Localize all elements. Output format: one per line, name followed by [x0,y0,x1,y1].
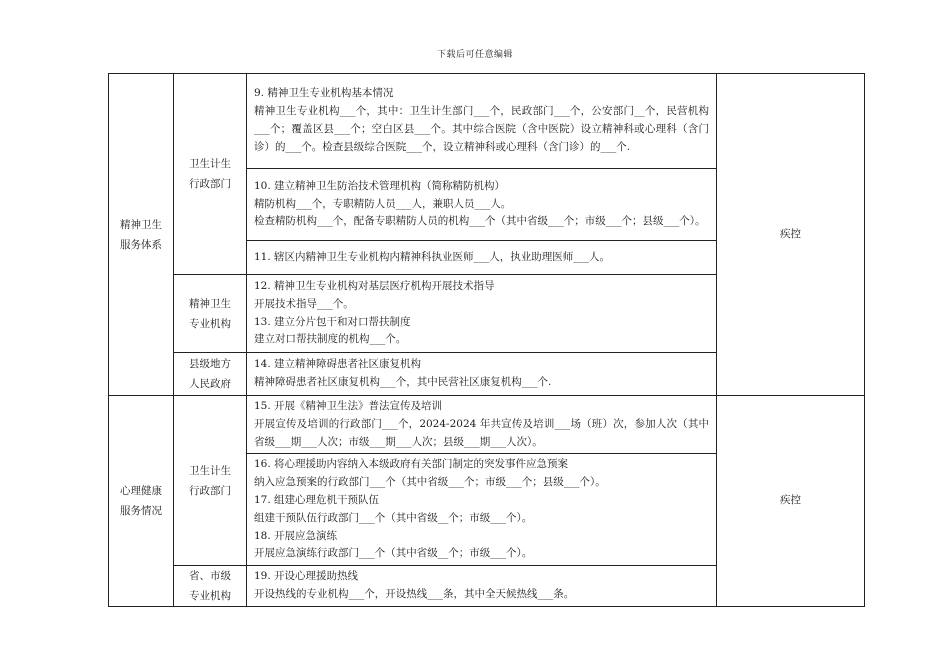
category-line: 精神卫生 [120,218,162,231]
item-title: 9. 精神卫生专业机构基本情况 [254,87,394,100]
responsible-text: 疾控 [780,227,801,240]
item-line: 组建干预队伍行政部门___个（其中省级__个；市级___个）。 [254,511,533,524]
subcategory-line: 行政部门 [189,178,231,190]
category-line: 心理健康 [120,485,162,498]
inspection-form-table [108,73,865,607]
subcategory-line: 省、市级 [189,570,231,583]
table-row [109,74,865,169]
item-cell [247,74,717,169]
subcategory-line: 人民政府 [189,378,231,390]
item-line: 纳入应急预案的行政部门___个（其中省级___个；市级___个；县级___个）。 [254,476,606,489]
category-line: 服务体系 [120,238,162,251]
item-cell [247,275,717,353]
item-cell [247,353,717,396]
responsible-cell [717,74,865,396]
item-cell [247,454,717,566]
subcategory-cell [174,396,247,566]
item-line: 精神障碍患者社区康复机构___个，其中民营社区康复机构___个. [254,376,552,388]
item-title: 10. 建立精神卫生防治技术管理机构（简称精防机构） [254,179,506,192]
item-line: 检查精防机构___个，配备专职精防人员的机构___个（其中省级___个；市级___个；县级___个）。 [254,215,706,228]
subcategory-line: 专业机构 [189,317,231,330]
item-title: 19. 开设心理援助热线 [254,570,359,583]
subcategory-line: 专业机构 [189,590,231,603]
subcategory-cell [174,353,247,396]
subcategory-line: 行政部门 [189,484,231,497]
item-line: 精防机构___个，专职精防人员___人，兼职人员___人。 [254,197,512,210]
item-line: 开展应急演练行政部门___个（其中省级__个；市级___个）。 [254,547,533,560]
item-title: 17. 组建心理危机干预队伍 [254,493,380,506]
item-title: 12. 精神卫生专业机构对基层医疗机构开展技术指导 [254,279,495,292]
category-cell [109,396,174,607]
item-line: 建立对口帮扶制度的机构___个。 [254,333,407,346]
item-title: 13. 建立分片包干和对口帮扶制度 [254,315,411,328]
subcategory-cell [174,566,247,607]
item-title: 15. 开展《精神卫生法》普法宣传及培训 [254,400,443,412]
item-line: 开展技术指导___个。 [254,297,354,310]
item-cell [247,566,717,607]
item-line: 开设热线的专业机构___个，开设热线___条，其中全天候热线___条。 [254,588,575,601]
item-title: 18. 开展应急演练 [254,529,338,542]
header-note: 下载后可任意编辑 [436,50,513,60]
subcategory-line: 精神卫生 [189,297,231,310]
table-row [109,396,865,454]
subcategory-line: 卫生计生 [189,464,231,477]
responsible-text: 疾控 [780,494,801,507]
subcategory-cell [174,74,247,275]
category-cell [109,74,174,396]
item-cell [247,241,717,275]
subcategory-cell [174,275,247,353]
item-title: 16. 将心理援助内容纳入本级政府有关部门制定的突发事件应急预案 [254,458,569,471]
item-cell [247,169,717,241]
item-cell [247,396,717,454]
item-line: 开展宣传及培训的行政部门___个，2024-2024 年共宣传及培训___场（班）次，参加人次（其中省级___期___人次；市级___期___人次；县级___期___人次）。 [254,417,709,448]
subcategory-line: 卫生计生 [189,158,231,170]
subcategory-line: 县级地方 [189,358,231,370]
responsible-cell [717,396,865,607]
item-line: 精神卫生专业机构___个，其中：卫生计生部门___个，民政部门___个，公安部门__个，民营机构___个；覆盖区县___个；空白区县___个。其中综合医院（含中医院）设立精神科或心理科（含门诊）的___个。检查县级综合医院___个，设立精神科或心理科（含门诊）的___个. [254,105,709,153]
item-title: 11. 辖区内精神卫生专业机构内精神科执业医师___人，执业助理医师___人。 [254,250,611,263]
item-title: 14. 建立精神障碍患者社区康复机构 [254,358,422,371]
category-line: 服务情况 [120,505,162,518]
